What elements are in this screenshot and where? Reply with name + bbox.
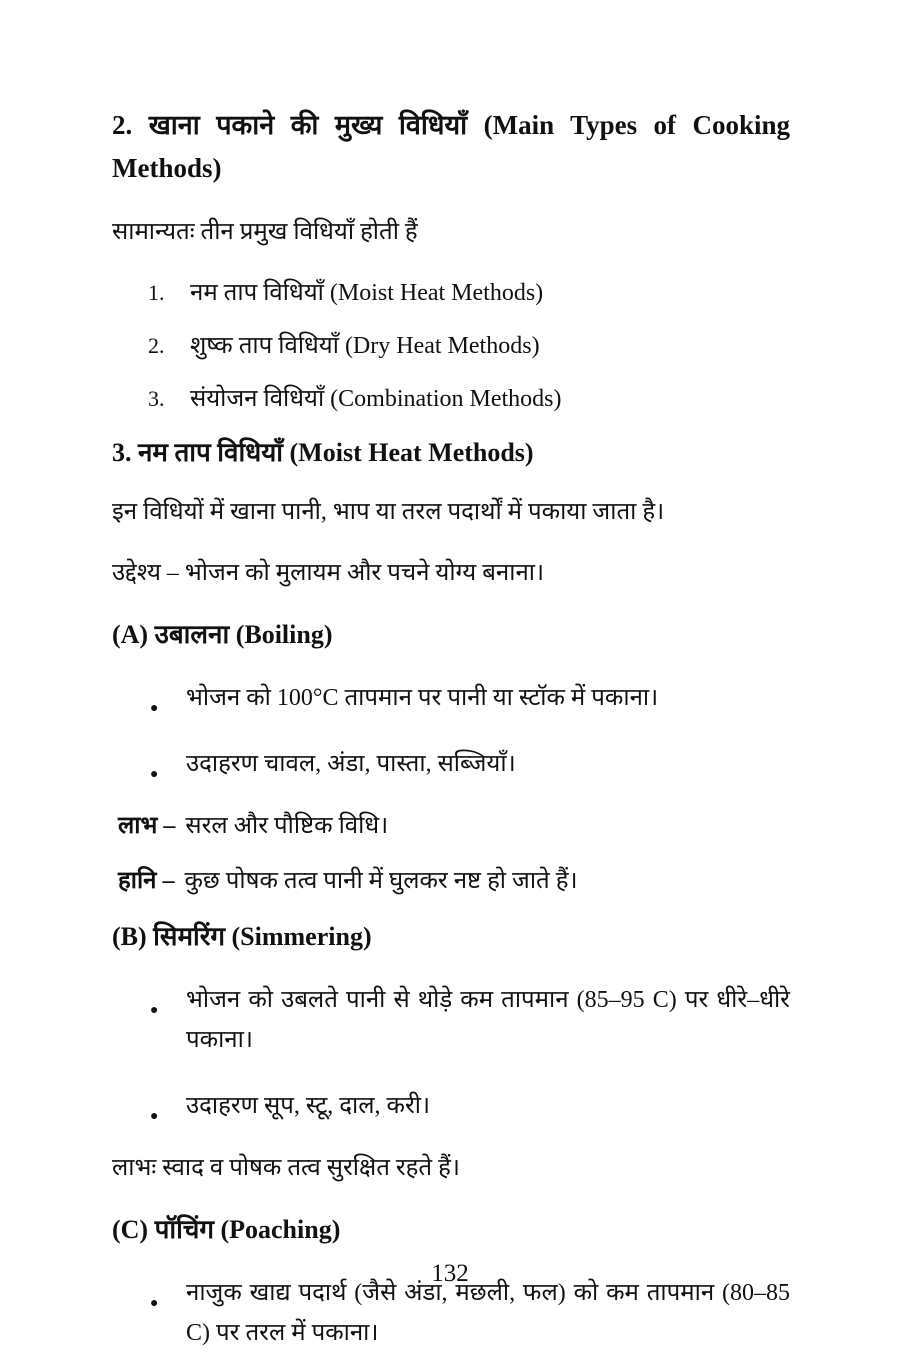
list-item-number: 1. bbox=[148, 280, 165, 305]
main-heading: 2. खाना पकाने की मुख्य विधियाँ (Main Types of Cooking Methods) bbox=[112, 110, 790, 183]
bullet-text: भोजन को 100°C तापमान पर पानी या स्टॉक में पकाना। bbox=[186, 685, 659, 711]
bullet-icon bbox=[148, 1086, 186, 1126]
benefit-text: सरल और पौष्टिक विधि। bbox=[185, 813, 389, 839]
drawback-label: हानि – bbox=[118, 868, 175, 894]
drawback-text: कुछ पोषक तत्व पानी में घुलकर नष्ट हो जाते हैं। bbox=[184, 868, 578, 894]
boiling-heading: (A) उबालना (Boiling) bbox=[112, 620, 333, 649]
moist-heat-purpose: उद्देश्य – भोजन को मुलायम और पचने योग्य बनाना। bbox=[112, 560, 545, 586]
bullet-item bbox=[112, 678, 790, 718]
moist-heat-heading: 3. नम ताप विधियाँ (Moist Heat Methods) bbox=[112, 438, 534, 467]
list-item-text: शुष्क ताप विधियाँ (Dry Heat Methods) bbox=[190, 333, 540, 359]
simmering-heading: (B) सिमरिंग (Simmering) bbox=[112, 922, 372, 951]
list-item-text: संयोजन विधियाँ (Combination Methods) bbox=[190, 386, 562, 412]
boiling-drawback-line bbox=[112, 865, 790, 897]
page-number: 132 bbox=[431, 1260, 469, 1287]
bullet-icon bbox=[148, 744, 186, 784]
list-item-text: नम ताप विधियाँ (Moist Heat Methods) bbox=[190, 280, 544, 306]
bullet-item bbox=[112, 980, 790, 1060]
benefit-label: लाभ – bbox=[118, 813, 176, 839]
list-item bbox=[112, 330, 790, 362]
list-item bbox=[112, 383, 790, 415]
list-item-number: 3. bbox=[148, 386, 165, 411]
list-item-number: 2. bbox=[148, 333, 165, 358]
boiling-benefit-line bbox=[112, 810, 790, 842]
poaching-heading: (C) पॉचिंग (Poaching) bbox=[112, 1215, 341, 1244]
list-item bbox=[112, 277, 790, 309]
simmering-benefit-line: लाभः स्वाद व पोषक तत्व सुरक्षित रहते हैं। bbox=[112, 1155, 460, 1181]
bullet-text: उदाहरण चावल, अंडा, पास्ता, सब्जियाँ। bbox=[186, 751, 516, 777]
bullet-item bbox=[112, 744, 790, 784]
bullet-text: नाजुक खाद्य पदार्थ (जैसे अंडा, मछली, फल) को कम तापमान (80–85 C) पर तरल में पकाना। bbox=[186, 1280, 790, 1346]
bullet-icon bbox=[148, 980, 186, 1060]
moist-heat-description: इन विधियों में खाना पानी, भाप या तरल पदार्थों में पकाया जाता है। bbox=[112, 499, 665, 525]
bullet-text: उदाहरण सूप, स्टू, दाल, करी। bbox=[186, 1093, 431, 1119]
bullet-text: भोजन को उबलते पानी से थोड़े कम तापमान (85–95 C) पर धीरे–धीरे पकाना। bbox=[186, 987, 790, 1053]
intro-text: सामान्यतः तीन प्रमुख विधियाँ होती हैं bbox=[112, 219, 418, 245]
bullet-item bbox=[112, 1086, 790, 1126]
cooking-methods-list bbox=[112, 277, 790, 415]
bullet-icon bbox=[148, 678, 186, 718]
